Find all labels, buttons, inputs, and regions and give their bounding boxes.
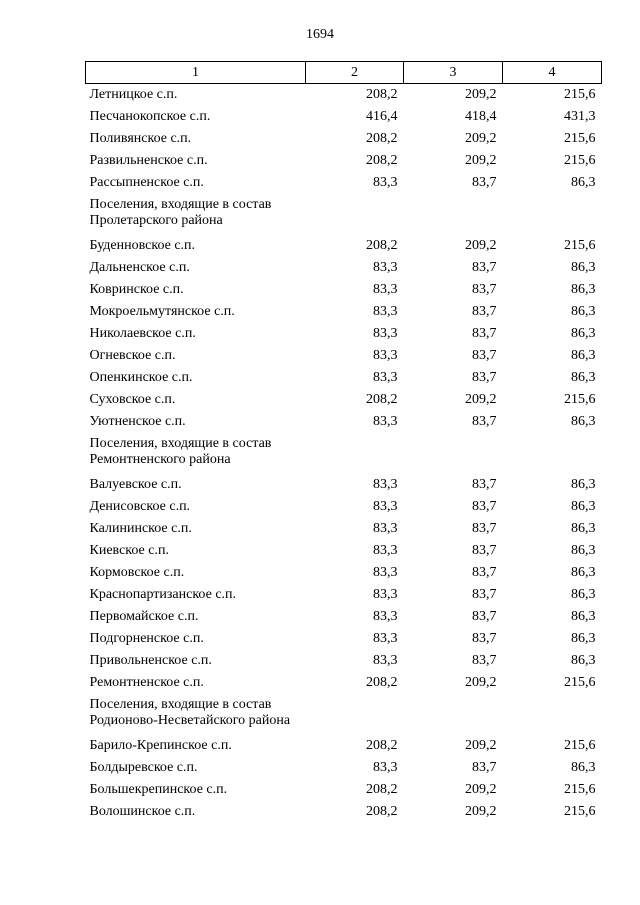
table-row (86, 562, 602, 584)
table-row (86, 496, 602, 518)
table-row (86, 628, 602, 650)
settlement-name: Большекрепинское с.п. (89, 781, 228, 797)
settlement-name: Привольненское с.п. (89, 652, 212, 668)
empty-cell (404, 433, 503, 474)
value-col-4: 86,3 (571, 281, 596, 297)
settlement-name: Огневское с.п. (89, 347, 176, 363)
value-col-4: 86,3 (571, 303, 596, 319)
column-header-4: 4 (503, 62, 602, 84)
settlement-name: Ремонтненское с.п. (89, 674, 204, 690)
settlement-name: Кормовское с.п. (89, 564, 185, 580)
page-number: 1694 (306, 27, 334, 42)
value-col-3: 83,7 (472, 630, 497, 646)
settlement-name: Подгорненское с.п. (89, 630, 204, 646)
value-col-4: 86,3 (571, 759, 596, 775)
settlement-name: Волошинское с.п. (89, 803, 196, 819)
value-col-2: 83,3 (373, 303, 398, 319)
table-row (86, 606, 602, 628)
value-col-4: 215,6 (564, 803, 596, 819)
value-col-4: 215,6 (564, 237, 596, 253)
settlement-name: Рассыпненское с.п. (89, 174, 204, 190)
table-row (86, 279, 602, 301)
value-col-3: 83,7 (472, 476, 497, 492)
value-col-3: 83,7 (472, 281, 497, 297)
empty-cell (503, 694, 602, 735)
settlement-name: Барило-Крепинское с.п. (89, 737, 232, 753)
value-col-4: 86,3 (571, 630, 596, 646)
value-col-2: 208,2 (366, 391, 398, 407)
value-col-4: 215,6 (564, 737, 596, 753)
table-row (86, 345, 602, 367)
table-row (86, 235, 602, 257)
value-col-2: 83,3 (373, 347, 398, 363)
value-col-3: 83,7 (472, 498, 497, 514)
district-heading-row (86, 194, 602, 235)
value-col-2: 83,3 (373, 476, 398, 492)
value-col-4: 215,6 (564, 130, 596, 146)
table-row (86, 474, 602, 496)
value-col-4: 215,6 (564, 674, 596, 690)
table-row (86, 257, 602, 279)
settlement-name: Развильненское с.п. (89, 152, 208, 168)
table-row (86, 172, 602, 194)
value-col-2: 208,2 (366, 152, 398, 168)
value-col-4: 215,6 (564, 781, 596, 797)
value-col-2: 208,2 (366, 781, 398, 797)
settlement-name: Опенкинское с.п. (89, 369, 193, 385)
district-heading: Поселения, входящие в состав Ремонтненского района (89, 435, 272, 467)
table-row (86, 650, 602, 672)
value-col-3: 209,2 (465, 237, 497, 253)
value-col-4: 86,3 (571, 498, 596, 514)
value-col-4: 86,3 (571, 476, 596, 492)
value-col-4: 215,6 (564, 87, 596, 102)
settlement-name: Летницкое с.п. (89, 87, 178, 102)
settlement-name: Первомайское с.п. (89, 608, 199, 624)
settlement-name: Уютненское с.п. (89, 413, 186, 429)
value-col-2: 83,3 (373, 174, 398, 190)
value-col-4: 215,6 (564, 391, 596, 407)
settlement-name: Николаевское с.п. (89, 325, 196, 341)
district-heading-row (86, 433, 602, 474)
empty-cell (306, 433, 404, 474)
value-col-3: 209,2 (465, 87, 497, 102)
value-col-2: 83,3 (373, 413, 398, 429)
value-col-2: 208,2 (366, 803, 398, 819)
value-col-4: 215,6 (564, 152, 596, 168)
settlement-name: Дальненское с.п. (89, 259, 190, 275)
value-col-2: 208,2 (366, 674, 398, 690)
value-col-3: 83,7 (472, 608, 497, 624)
value-col-2: 83,3 (373, 542, 398, 558)
value-col-3: 83,7 (472, 325, 497, 341)
value-col-3: 83,7 (472, 759, 497, 775)
value-col-4: 86,3 (571, 564, 596, 580)
value-col-3: 209,2 (465, 674, 497, 690)
value-col-3: 83,7 (472, 564, 497, 580)
value-col-4: 86,3 (571, 369, 596, 385)
value-col-2: 208,2 (366, 130, 398, 146)
column-header-1: 1 (86, 62, 306, 84)
table-row (86, 757, 602, 779)
settlement-name: Валуевское с.п. (89, 476, 182, 492)
value-col-4: 86,3 (571, 259, 596, 275)
table-row (86, 735, 602, 757)
table-body (86, 84, 602, 823)
value-col-2: 416,4 (366, 108, 398, 124)
table-row (86, 518, 602, 540)
table-row (86, 84, 602, 106)
table-row (86, 301, 602, 323)
value-col-4: 86,3 (571, 542, 596, 558)
value-col-4: 86,3 (571, 413, 596, 429)
table-row (86, 389, 602, 411)
value-col-2: 83,3 (373, 520, 398, 536)
settlement-name: Киевское с.п. (89, 542, 169, 558)
value-col-4: 86,3 (571, 347, 596, 363)
value-col-4: 86,3 (571, 586, 596, 602)
value-col-2: 83,3 (373, 369, 398, 385)
table-row (86, 323, 602, 345)
value-col-4: 86,3 (571, 520, 596, 536)
value-col-4: 431,3 (564, 108, 596, 124)
table-row (86, 540, 602, 562)
settlement-name: Калининское с.п. (89, 520, 192, 536)
value-col-4: 86,3 (571, 325, 596, 341)
empty-cell (404, 694, 503, 735)
value-col-3: 209,2 (465, 803, 497, 819)
value-col-2: 83,3 (373, 325, 398, 341)
table-row (86, 801, 602, 823)
settlement-name: Песчанокопское с.п. (89, 108, 211, 124)
value-col-3: 83,7 (472, 542, 497, 558)
value-col-2: 83,3 (373, 652, 398, 668)
settlement-name: Денисовское с.п. (89, 498, 191, 514)
empty-cell (306, 694, 404, 735)
value-col-2: 83,3 (373, 759, 398, 775)
empty-cell (503, 433, 602, 474)
settlements-table (85, 61, 602, 823)
value-col-3: 83,7 (472, 586, 497, 602)
empty-cell (404, 194, 503, 235)
value-col-3: 83,7 (472, 347, 497, 363)
table-row (86, 672, 602, 694)
table-row (86, 106, 602, 128)
table-row (86, 367, 602, 389)
column-header-3: 3 (404, 62, 503, 84)
value-col-3: 83,7 (472, 174, 497, 190)
settlement-name: Буденновское с.п. (89, 237, 196, 253)
district-heading: Поселения, входящие в состав Пролетарского района (89, 196, 272, 228)
table-row (86, 128, 602, 150)
empty-cell (306, 194, 404, 235)
settlement-name: Мокроельмутянское с.п. (89, 303, 235, 319)
value-col-2: 83,3 (373, 608, 398, 624)
table-row (86, 150, 602, 172)
value-col-4: 86,3 (571, 608, 596, 624)
settlement-name: Поливянское с.п. (89, 130, 192, 146)
value-col-2: 208,2 (366, 237, 398, 253)
empty-cell (503, 194, 602, 235)
value-col-2: 83,3 (373, 564, 398, 580)
settlement-name: Краснопартизанское с.п. (89, 586, 237, 602)
value-col-3: 83,7 (472, 259, 497, 275)
value-col-4: 86,3 (571, 174, 596, 190)
value-col-3: 83,7 (472, 520, 497, 536)
value-col-2: 208,2 (366, 737, 398, 753)
value-col-2: 83,3 (373, 630, 398, 646)
value-col-3: 83,7 (472, 303, 497, 319)
value-col-3: 209,2 (465, 781, 497, 797)
value-col-3: 209,2 (465, 737, 497, 753)
value-col-3: 418,4 (465, 108, 497, 124)
value-col-3: 83,7 (472, 652, 497, 668)
value-col-4: 86,3 (571, 652, 596, 668)
district-heading-row (86, 694, 602, 735)
settlement-name: Ковринское с.п. (89, 281, 184, 297)
value-col-3: 209,2 (465, 391, 497, 407)
table-row (86, 584, 602, 606)
district-heading: Поселения, входящие в состав Родионово-Несветайского района (89, 696, 291, 728)
value-col-3: 209,2 (465, 152, 497, 168)
value-col-2: 208,2 (366, 87, 398, 102)
value-col-2: 83,3 (373, 498, 398, 514)
value-col-2: 83,3 (373, 259, 398, 275)
settlement-name: Суховское с.п. (89, 391, 176, 407)
table-row (86, 411, 602, 433)
column-header-2: 2 (306, 62, 404, 84)
table-header (86, 62, 602, 84)
value-col-2: 83,3 (373, 281, 398, 297)
table-row (86, 779, 602, 801)
value-col-3: 83,7 (472, 413, 497, 429)
value-col-2: 83,3 (373, 586, 398, 602)
value-col-3: 83,7 (472, 369, 497, 385)
settlement-name: Болдыревское с.п. (89, 759, 198, 775)
value-col-3: 209,2 (465, 130, 497, 146)
